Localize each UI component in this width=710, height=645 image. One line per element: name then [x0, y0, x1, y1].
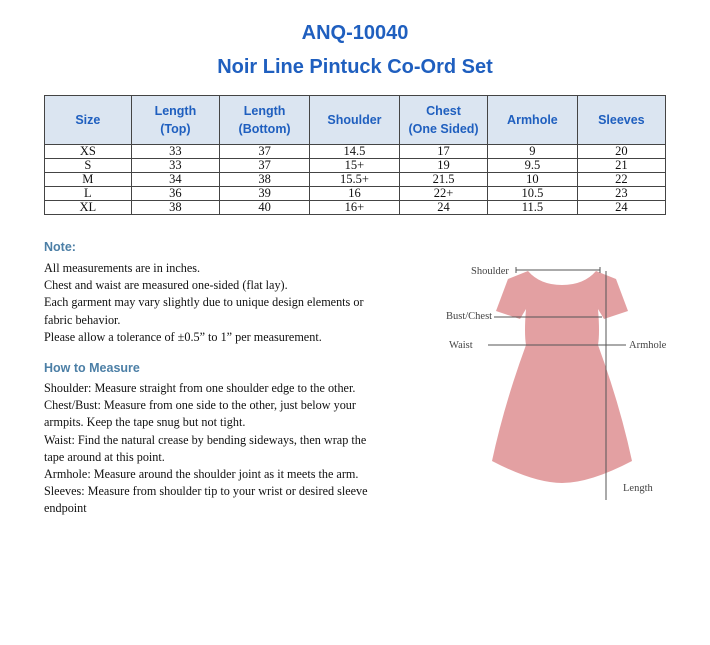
- length-label: Length: [623, 483, 653, 494]
- cell-chest: 19: [399, 159, 487, 173]
- cell-length-bottom: 37: [220, 145, 310, 159]
- cell-length-top: 33: [131, 159, 220, 173]
- cell-length-top: 34: [131, 173, 220, 187]
- cell-shoulder: 15+: [309, 159, 399, 173]
- header-shoulder-line: Shoulder: [327, 113, 382, 127]
- cell-length-top: 33: [131, 145, 220, 159]
- cell-armhole: 9: [488, 145, 578, 159]
- cell-sleeves: 24: [577, 201, 665, 215]
- cell-size: S: [45, 159, 132, 173]
- header-armhole: [488, 96, 578, 145]
- cell-length-bottom: 38: [220, 173, 310, 187]
- cell-chest: 17: [399, 145, 487, 159]
- header-size-line: Size: [75, 113, 101, 127]
- cell-armhole: 10.5: [488, 187, 578, 201]
- dress-measurement-diagram: [440, 255, 680, 515]
- cell-sleeves: 22: [577, 173, 665, 187]
- cell-shoulder: 15.5+: [309, 173, 399, 187]
- table-body: [45, 145, 666, 215]
- table-header-row: [45, 96, 666, 145]
- how-to-line: Waist: Find the natural crease by bending sideways, then wrap the: [44, 432, 367, 447]
- how-to-line: Chest/Bust: Measure from one side to the other, just below your: [44, 398, 356, 413]
- note-text: [44, 260, 424, 346]
- cell-shoulder: 16+: [309, 201, 399, 215]
- how-to-line: tape around at this point.: [44, 449, 165, 464]
- how-to-line: Armhole: Measure around the shoulder joint as it meets the arm.: [44, 467, 359, 482]
- header-armhole-line: Armhole: [507, 113, 558, 127]
- header-length-top-line: (Top): [160, 122, 191, 136]
- how-to-measure-text: [44, 380, 424, 518]
- cell-chest: 21.5: [399, 173, 487, 187]
- note-line: Each garment may vary slightly due to unique design elements or: [44, 295, 364, 310]
- table-row: [45, 187, 666, 201]
- how-to-line: Shoulder: Measure straight from one shoulder edge to the other.: [44, 381, 356, 395]
- how-to-line: endpoint: [44, 501, 87, 516]
- header-length-bottom: [220, 96, 310, 145]
- cell-sleeves: 21: [577, 159, 665, 173]
- table-row: [45, 201, 666, 215]
- table-row: [45, 173, 666, 187]
- cell-size: L: [45, 187, 132, 201]
- cell-chest: 24: [399, 201, 487, 215]
- cell-length-top: 38: [131, 201, 220, 215]
- cell-shoulder: 14.5: [309, 145, 399, 159]
- cell-length-top: 36: [131, 187, 220, 201]
- header-sleeves-line: Sleeves: [598, 113, 645, 127]
- note-line: fabric behavior.: [44, 312, 121, 327]
- how-to-line: armpits. Keep the tape snug but not tight.: [44, 415, 246, 430]
- header-length-bottom-line: (Bottom): [238, 122, 291, 136]
- header-sleeves: [577, 96, 665, 145]
- armhole-label: Armhole: [629, 340, 667, 351]
- cell-armhole: 10: [488, 173, 578, 187]
- header-size: [45, 96, 132, 145]
- header-shoulder: [309, 96, 399, 145]
- cell-size: M: [45, 173, 132, 187]
- cell-length-bottom: 37: [220, 159, 310, 173]
- product-title: Noir Line Pintuck Co-Ord Set: [217, 56, 493, 78]
- header-chest-line: Chest: [426, 104, 461, 118]
- shoulder-label: Shoulder: [471, 266, 509, 277]
- bust-label: Bust/Chest: [446, 311, 493, 322]
- header-length-top-line: Length: [154, 104, 197, 118]
- note-line: Please allow a tolerance of ±0.5” to 1” per measurement.: [44, 329, 322, 344]
- how-to-measure-heading: How to Measure: [44, 361, 140, 375]
- cell-length-bottom: 39: [220, 187, 310, 201]
- cell-armhole: 11.5: [488, 201, 578, 215]
- cell-armhole: 9.5: [488, 159, 578, 173]
- header-length-bottom-line: Length: [243, 104, 286, 118]
- cell-size: XS: [45, 145, 132, 159]
- cell-sleeves: 23: [577, 187, 665, 201]
- cell-shoulder: 16: [309, 187, 399, 201]
- table-row: [45, 159, 666, 173]
- dress-diagram-svg: [440, 255, 680, 515]
- waist-label: Waist: [449, 340, 473, 351]
- note-line: All measurements are in inches.: [44, 261, 201, 275]
- header-chest: [399, 96, 487, 145]
- cell-chest: 22+: [399, 187, 487, 201]
- cell-length-bottom: 40: [220, 201, 310, 215]
- note-heading: Note:: [44, 240, 76, 254]
- dress-illustration: [492, 271, 632, 483]
- product-code: ANQ-10040: [301, 22, 409, 44]
- cell-sleeves: 20: [577, 145, 665, 159]
- header-chest-line: (One Sided): [408, 122, 479, 136]
- cell-size: XL: [45, 201, 132, 215]
- how-to-line: Sleeves: Measure from shoulder tip to your wrist or desired sleeve: [44, 484, 368, 499]
- note-line: Chest and waist are measured one-sided (flat lay).: [44, 278, 288, 293]
- size-chart-table: [44, 95, 666, 215]
- table-row: [45, 145, 666, 159]
- header-length-top: [131, 96, 220, 145]
